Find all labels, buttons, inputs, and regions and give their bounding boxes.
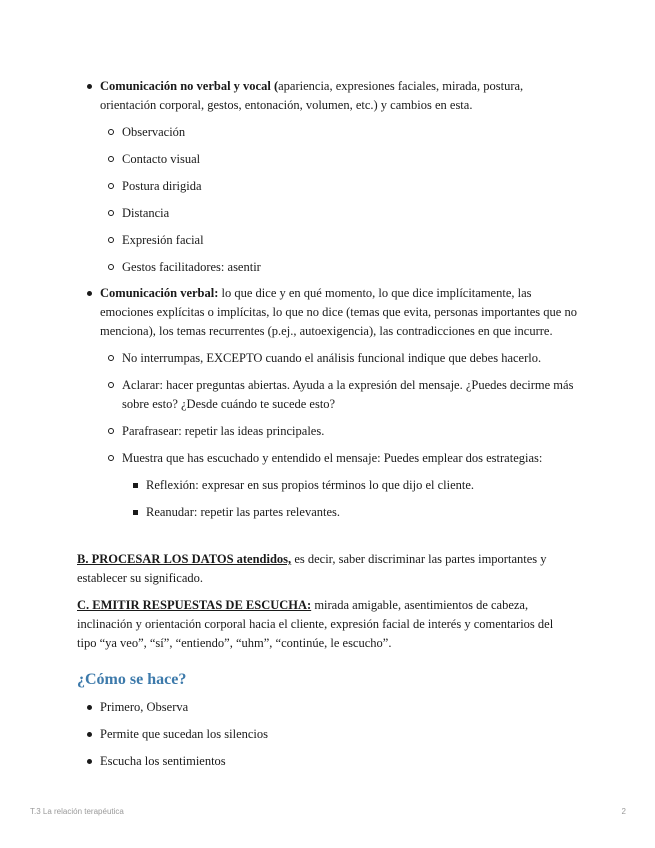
list-item: Primero, Observa	[100, 698, 580, 717]
howto-heading: ¿Cómo se hace?	[77, 671, 187, 688]
list-item: Permite que sucedan los silencios	[100, 725, 580, 744]
list-item: Reanudar: repetir las partes relevantes.	[146, 503, 580, 522]
list-item: Parafrasear: repetir las ideas principales.	[122, 422, 580, 441]
list-item: Postura dirigida	[122, 177, 580, 196]
list-item-verbal	[100, 284, 580, 522]
section-b-text: es decir, saber discriminar las partes importantes y establecer su significado.	[77, 552, 547, 585]
section-c-title: C. EMITIR RESPUESTAS DE ESCUCHA:	[77, 598, 312, 612]
verbal-title: Comunicación verbal:	[100, 286, 219, 300]
footer-title: T.3 La relación terapéutica	[30, 807, 124, 816]
list-item: No interrumpas, EXCEPTO cuando el análisis funcional indique que debes hacerlo.	[122, 349, 580, 368]
list-item: Distancia	[122, 204, 580, 223]
list-item: Expresión facial	[122, 231, 580, 250]
paragraph-b	[77, 550, 572, 588]
strategies-sublist	[146, 476, 580, 522]
list-item	[122, 449, 580, 522]
list-item-nonverbal	[100, 77, 580, 277]
verbal-sublist	[122, 349, 580, 522]
section-b-title: B. PROCESAR LOS DATOS atendidos,	[77, 552, 292, 566]
list-item: Aclarar: hacer preguntas abiertas. Ayuda a la expresión del mensaje. ¿Puedes decirme más sobre esto? ¿Desde cuándo te sucede esto?	[122, 376, 580, 414]
main-bullet-list	[100, 77, 580, 530]
nonverbal-text: apariencia, expresiones faciales, mirada, postura, orientación corporal, gestos, entonación, volumen, etc.) y cambios en esta.	[100, 79, 524, 112]
list-item: Contacto visual	[122, 150, 580, 169]
list-item: Gestos facilitadores: asentir	[122, 258, 580, 277]
strategies-text: Muestra que has escuchado y entendido el mensaje: Puedes emplear dos estrategias:	[122, 451, 543, 465]
section-c-text: mirada amigable, asentimientos de cabeza, inclinación y orientación corporal hacia el cliente, expresión facial de interés y comentarios del tipo “ya veo”, “sí”, “entiendo”, “uhm”, “continúe, le escucho”.	[77, 598, 554, 650]
page-number: 2	[621, 807, 626, 816]
list-item: Reflexión: expresar en sus propios términos lo que dijo el cliente.	[146, 476, 580, 495]
howto-list	[100, 698, 580, 779]
list-item: Observación	[122, 123, 580, 142]
paragraph-c	[77, 596, 572, 653]
nonverbal-title: Comunicación no verbal y vocal (	[100, 79, 279, 93]
verbal-text: lo que dice y en qué momento, lo que dice implícitamente, las emociones explícitas o implícitas, lo que no dice (temas que evita, personas importantes que no menciona), los temas recurrentes (p.ej., autoexigencia), las contradicciones en que incurre.	[100, 286, 577, 338]
nonverbal-sublist	[122, 123, 580, 277]
list-item: Escucha los sentimientos	[100, 752, 580, 771]
